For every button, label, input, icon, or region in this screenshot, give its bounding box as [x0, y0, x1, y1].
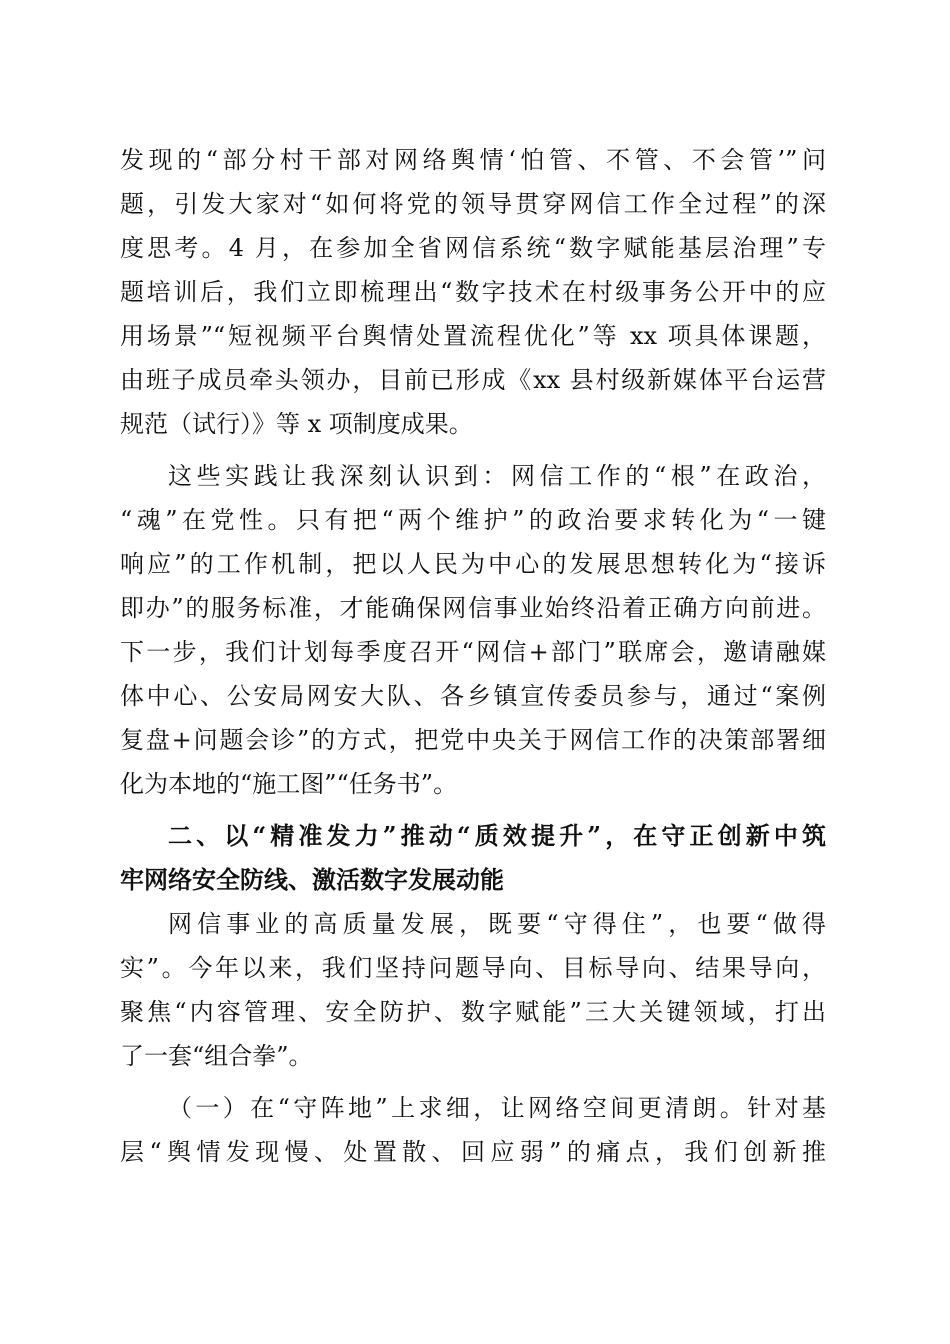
text-line: 网信事业的高质量发展，既要“守得住”，也要“做得: [168, 910, 826, 938]
text-line: 即办”的服务标准，才能确保网信事业始终沿着正确方向前进。: [120, 594, 826, 622]
text-line: 规范（试行）》等 x 项制度成果。: [120, 410, 473, 438]
heading-line: 二、以“精准发力”推动“质效提升”，在守正创新中筑: [168, 821, 826, 850]
text-line: “魂”在党性。只有把“两个维护”的政治要求转化为“一键: [120, 506, 826, 534]
heading-line: 牢网络安全防线、激活数字发展动能: [120, 865, 504, 894]
text-line: 题，引发大家对“如何将党的领导贯穿网信工作全过程”的深: [120, 190, 826, 218]
text-line: 这些实践让我深刻认识到：网信工作的“根”在政治，: [168, 462, 826, 490]
text-line: （一）在“守阵地”上求细，让网络空间更清朗。针对基: [168, 1094, 826, 1122]
text-line: 响应”的工作机制，把以人民为中心的发展思想转化为“接诉: [120, 550, 826, 578]
text-line: 用场景”“短视频平台舆情处置流程优化”等 xx 项具体课题，: [120, 322, 826, 350]
text-line: 发现的“部分村干部对网络舆情‘怕管、不管、不会管’”问: [120, 146, 826, 174]
text-line: 复盘+问题会诊”的方式，把党中央关于网信工作的决策部署细: [120, 726, 826, 754]
text-line: 体中心、公安局网安大队、各乡镇宣传委员参与，通过“案例: [120, 682, 826, 710]
text-line: 度思考。4 月，在参加全省网信系统“数字赋能基层治理”专: [120, 234, 826, 262]
text-line: 由班子成员牵头领办，目前已形成《xx 县村级新媒体平台运营: [120, 366, 826, 394]
text-line: 化为本地的“施工图”“任务书”。: [120, 770, 458, 798]
text-line: 层“舆情发现慢、处置散、回应弱”的痛点，我们创新推: [120, 1138, 826, 1166]
text-line: 题培训后，我们立即梳理出“数字技术在村级事务公开中的应: [120, 278, 826, 306]
text-line: 了一套“组合拳”。: [120, 1042, 313, 1070]
text-line: 下一步，我们计划每季度召开“网信+部门”联席会，邀请融媒: [120, 638, 826, 666]
text-line: 聚焦“内容管理、安全防护、数字赋能”三大关键领域，打出: [120, 998, 826, 1026]
text-line: 实”。今年以来，我们坚持问题导向、目标导向、结果导向，: [120, 954, 826, 982]
